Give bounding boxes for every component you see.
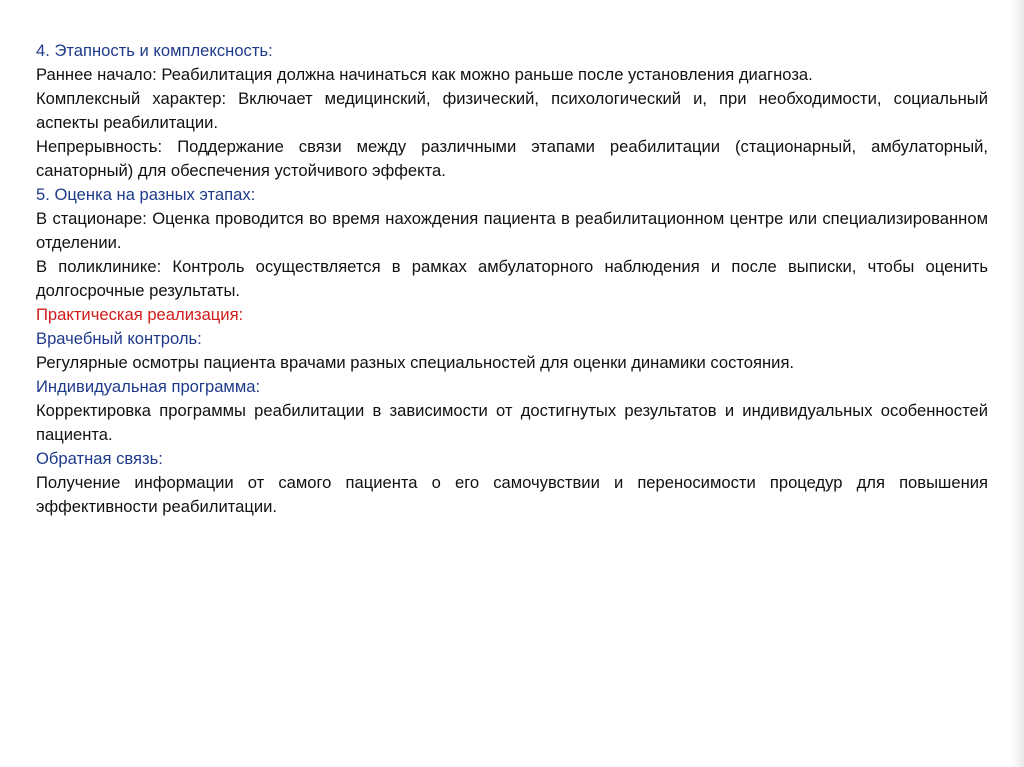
paragraph-early-start: Раннее начало: Реабилитация должна начинаться как можно раньше после установления диагноза. bbox=[36, 65, 813, 84]
paragraph-continuity: Непрерывность: Поддержание связи между различными этапами реабилитации (стационарный, амбулаторный, санаторный) для обеспечения устойчивого эффекта. bbox=[36, 137, 988, 180]
section-heading-stages: 4. Этапность и комплексность: bbox=[36, 41, 273, 60]
paragraph-regular-exams: Регулярные осмотры пациента врачами разных специальностей для оценки динамики состояния. bbox=[36, 353, 795, 372]
paragraph-complex-nature: Комплексный характер: Включает медицинский, физический, психологический и, при необходимости, социальный аспекты реабилитации. bbox=[36, 89, 988, 132]
page-edge-shadow bbox=[1010, 0, 1024, 767]
subheading-medical-control: Врачебный контроль: bbox=[36, 329, 202, 348]
paragraph-outpatient: В поликлинике: Контроль осуществляется в рамках амбулаторного наблюдения и после выписки, чтобы оценить долгосрочные результаты. bbox=[36, 257, 988, 300]
slide-content bbox=[36, 39, 988, 519]
subheading-feedback: Обратная связь: bbox=[36, 449, 163, 468]
paragraph-inpatient: В стационаре: Оценка проводится во время нахождения пациента в реабилитационном центре или специализированном отделении. bbox=[36, 209, 988, 252]
section-heading-assessment: 5. Оценка на разных этапах: bbox=[36, 185, 256, 204]
section-heading-implementation: Практическая реализация: bbox=[36, 305, 244, 324]
subheading-individual-program: Индивидуальная программа: bbox=[36, 377, 261, 396]
paragraph-program-adjustment: Корректировка программы реабилитации в зависимости от достигнутых результатов и индивидуальных особенностей пациента. bbox=[36, 401, 988, 444]
paragraph-patient-feedback: Получение информации от самого пациента о его самочувствии и переносимости процедур для повышения эффективности реабилитации. bbox=[36, 473, 988, 516]
